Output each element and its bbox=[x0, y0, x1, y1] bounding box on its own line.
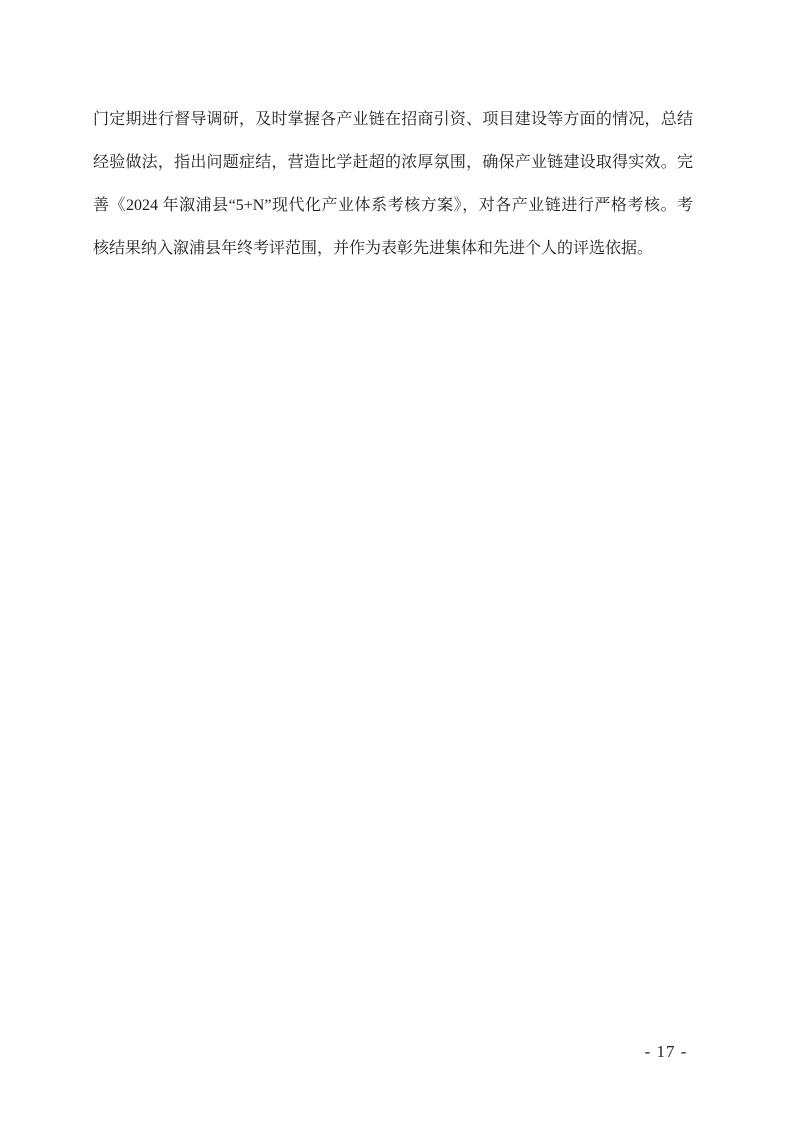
paragraph-line: 门定期进行督导调研，及时掌握各产业链在招商引资、项目建设等方面的情况，总结 bbox=[93, 111, 693, 128]
paragraph-line: 核结果纳入溆浦县年终考评范围，并作为表彰先进集体和先进个人的评选依据。 bbox=[93, 240, 654, 257]
page-number: - 17 - bbox=[644, 1042, 688, 1061]
paragraph-line: 善《2024 年溆浦县“5+N”现代化产业体系考核方案》，对各产业链进行严格考核。考 bbox=[93, 197, 693, 214]
paragraph-line: 经验做法，指出问题症结，营造比学赶超的浓厚氛围，确保产业链建设取得实效。完 bbox=[93, 154, 693, 171]
body-paragraph bbox=[93, 98, 693, 270]
